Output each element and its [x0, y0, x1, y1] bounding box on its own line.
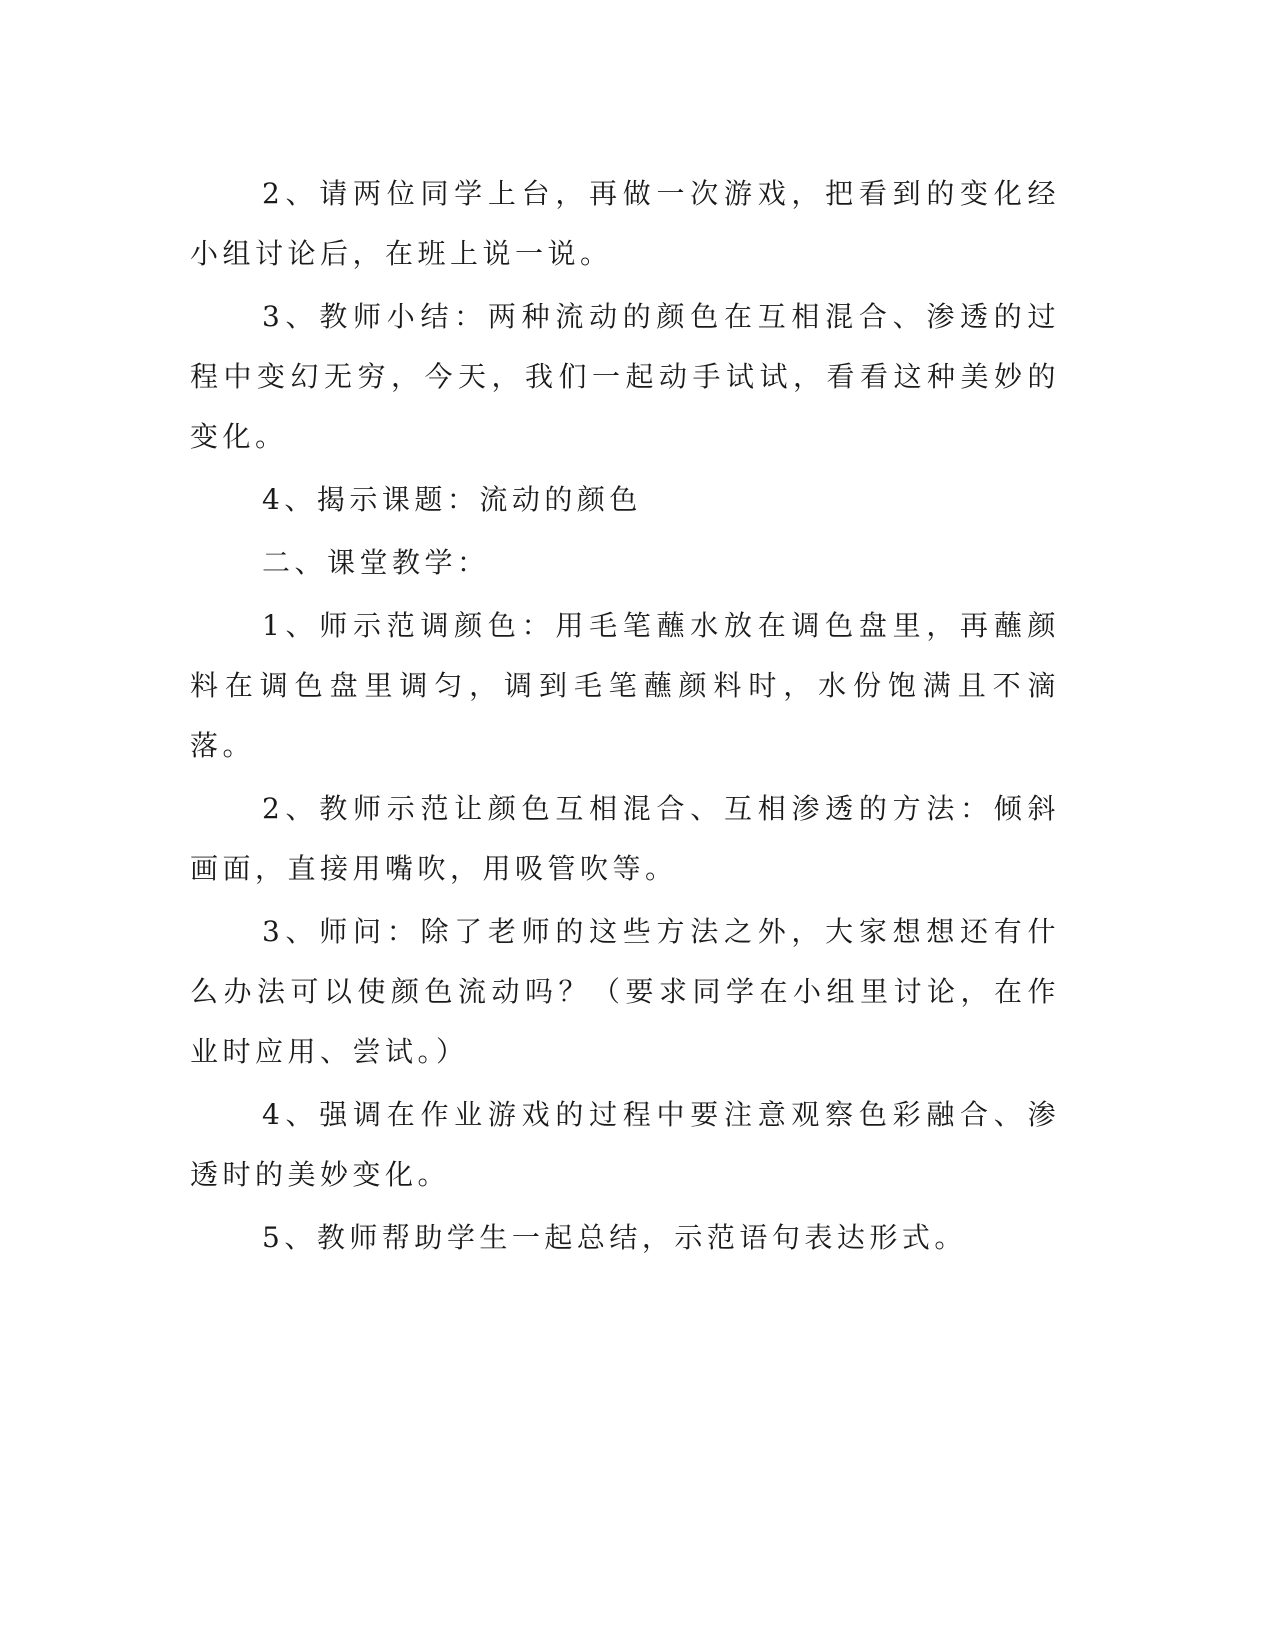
paragraph-item-1-mix-colors-demo: 1、师示范调颜色：用毛笔蘸水放在调色盘里，再蘸颜料在调色盘里调匀，调到毛笔蘸颜料时，水份饱满且不滴落。: [190, 609, 1060, 762]
section-heading-classroom-teaching: 二、课堂教学：: [262, 546, 490, 579]
paragraph-item-2-invite-students: 2、请两位同学上台，再做一次游戏，把看到的变化经小组讨论后，在班上说一说。: [190, 177, 1060, 270]
paragraph-item-4-observe-changes: 4、强调在作业游戏的过程中要注意观察色彩融合、渗透时的美妙变化。: [190, 1098, 1060, 1191]
paragraph-item-3-teacher-summary: 3、教师小结：两种流动的颜色在互相混合、渗透的过程中变幻无穷，今天，我们一起动手试试，看看这种美妙的变化。: [190, 300, 1060, 453]
paragraph-item-2-blending-methods: 2、教师示范让颜色互相混合、互相渗透的方法：倾斜画面，直接用嘴吹，用吸管吹等。: [190, 792, 1060, 885]
paragraph-item-4-reveal-topic: 4、揭示课题：流动的颜色: [262, 483, 642, 516]
document-body: [190, 164, 1060, 1268]
paragraph-item-3-teacher-question: 3、师问：除了老师的这些方法之外，大家想想还有什么办法可以使颜色流动吗？（要求同学在小组里讨论，在作业时应用、尝试。）: [190, 915, 1060, 1068]
paragraph-item-5-summary-expression: 5、教师帮助学生一起总结，示范语句表达形式。: [262, 1221, 967, 1254]
